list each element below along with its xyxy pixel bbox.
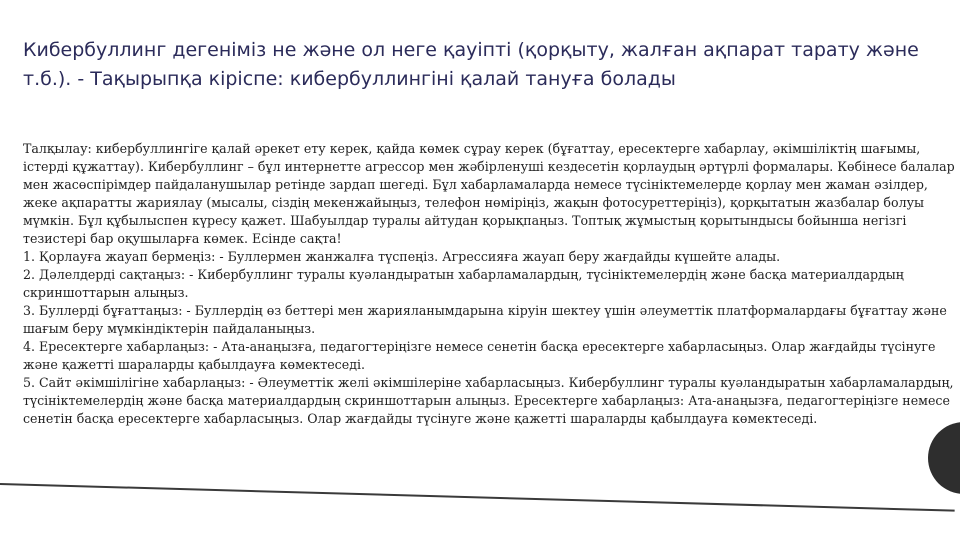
intro-paragraph: Талқылау: кибербуллингіге қалай әрекет ету керек, қайда көмек сұрау керек (бұғаттау, ересектерге хабарлау, әкімшіліктің шағымы, істерді құжаттау). Кибербуллинг – бұл интернетте агрессор мен жәбірленуші кездесетін қорлаудың әртүрлі формалары. Көбінесе балалар мен жасөспірімдер пайдаланушылар ретінде зардап шегеді. Бұл хабарламаларда немесе түсініктемелерде қорлау мен жаман әзілдер, жеке ақпаратты жариялау (мысалы, сіздің мекенжайыңыз, телефон нөміріңіз, жақын фотосуреттеріңіз), қорқытатын жазбалар болуы мүмкін. Бұл құбылыспен күресу қажет. Шабуылдар туралы айтудан қорықпаңыз. Топтық жұмыстың қорытындысы бойынша негізгі тезистері бар оқушыларға көмек. Есінде сақта! <box>23 141 955 246</box>
tip-item-2: 2. Дәлелдерді сақтаңыз: - Кибербуллинг туралы куәландыратын хабарламалардың, түсініктемелердің және басқа материалдардың скриншоттарын алыңыз. <box>23 267 904 300</box>
tip-item-1: 1. Қорлауға жауап бермеңіз: - Буллермен жанжалға түспеңіз. Агрессияға жауап беру жағдайды күшейте алады. <box>23 249 781 264</box>
slide-title: Кибербуллинг дегеніміз не және ол неге қауіпті (қорқыту, жалған ақпарат тарату және т.б.). - Тақырыпқа кіріспе: кибербуллингіні қалай тануға болады <box>23 39 919 90</box>
decorative-line <box>0 483 955 512</box>
tip-item-4: 4. Ересектерге хабарлаңыз: - Ата-анаңызға, педагогтеріңізге немесе сенетін басқа ересектерге хабарласыңыз. Олар жағдайды түсінуге және қажетті шараларды қабылдауға көмектеседі. <box>23 339 936 372</box>
decorative-circle <box>928 422 960 494</box>
slide-body <box>23 140 955 428</box>
tip-item-5: 5. Сайт әкімшілігіне хабарлаңыз: - Әлеуметтік желі әкімшілеріне хабарласыңыз. Кибербуллинг туралы куәландыратын хабарламалардың, түсініктемелердің және басқа материалдардың скриншоттарын алыңыз. Ересектерге хабарлаңыз: Ата-анаңызға, педагогтеріңізге немесе сенетін басқа ересектерге хабарласыңыз. Олар жағдайды түсінуге және қажетті шараларды қабылдауға көмектеседі. <box>23 375 954 426</box>
tip-item-3: 3. Буллерді бұғаттаңыз: - Буллердің өз беттері мен жарияланымдарына кіруін шектеу үшін әлеуметтік платформалардағы бұғаттау және шағым беру мүмкіндіктерін пайдаланыңыз. <box>23 303 947 336</box>
